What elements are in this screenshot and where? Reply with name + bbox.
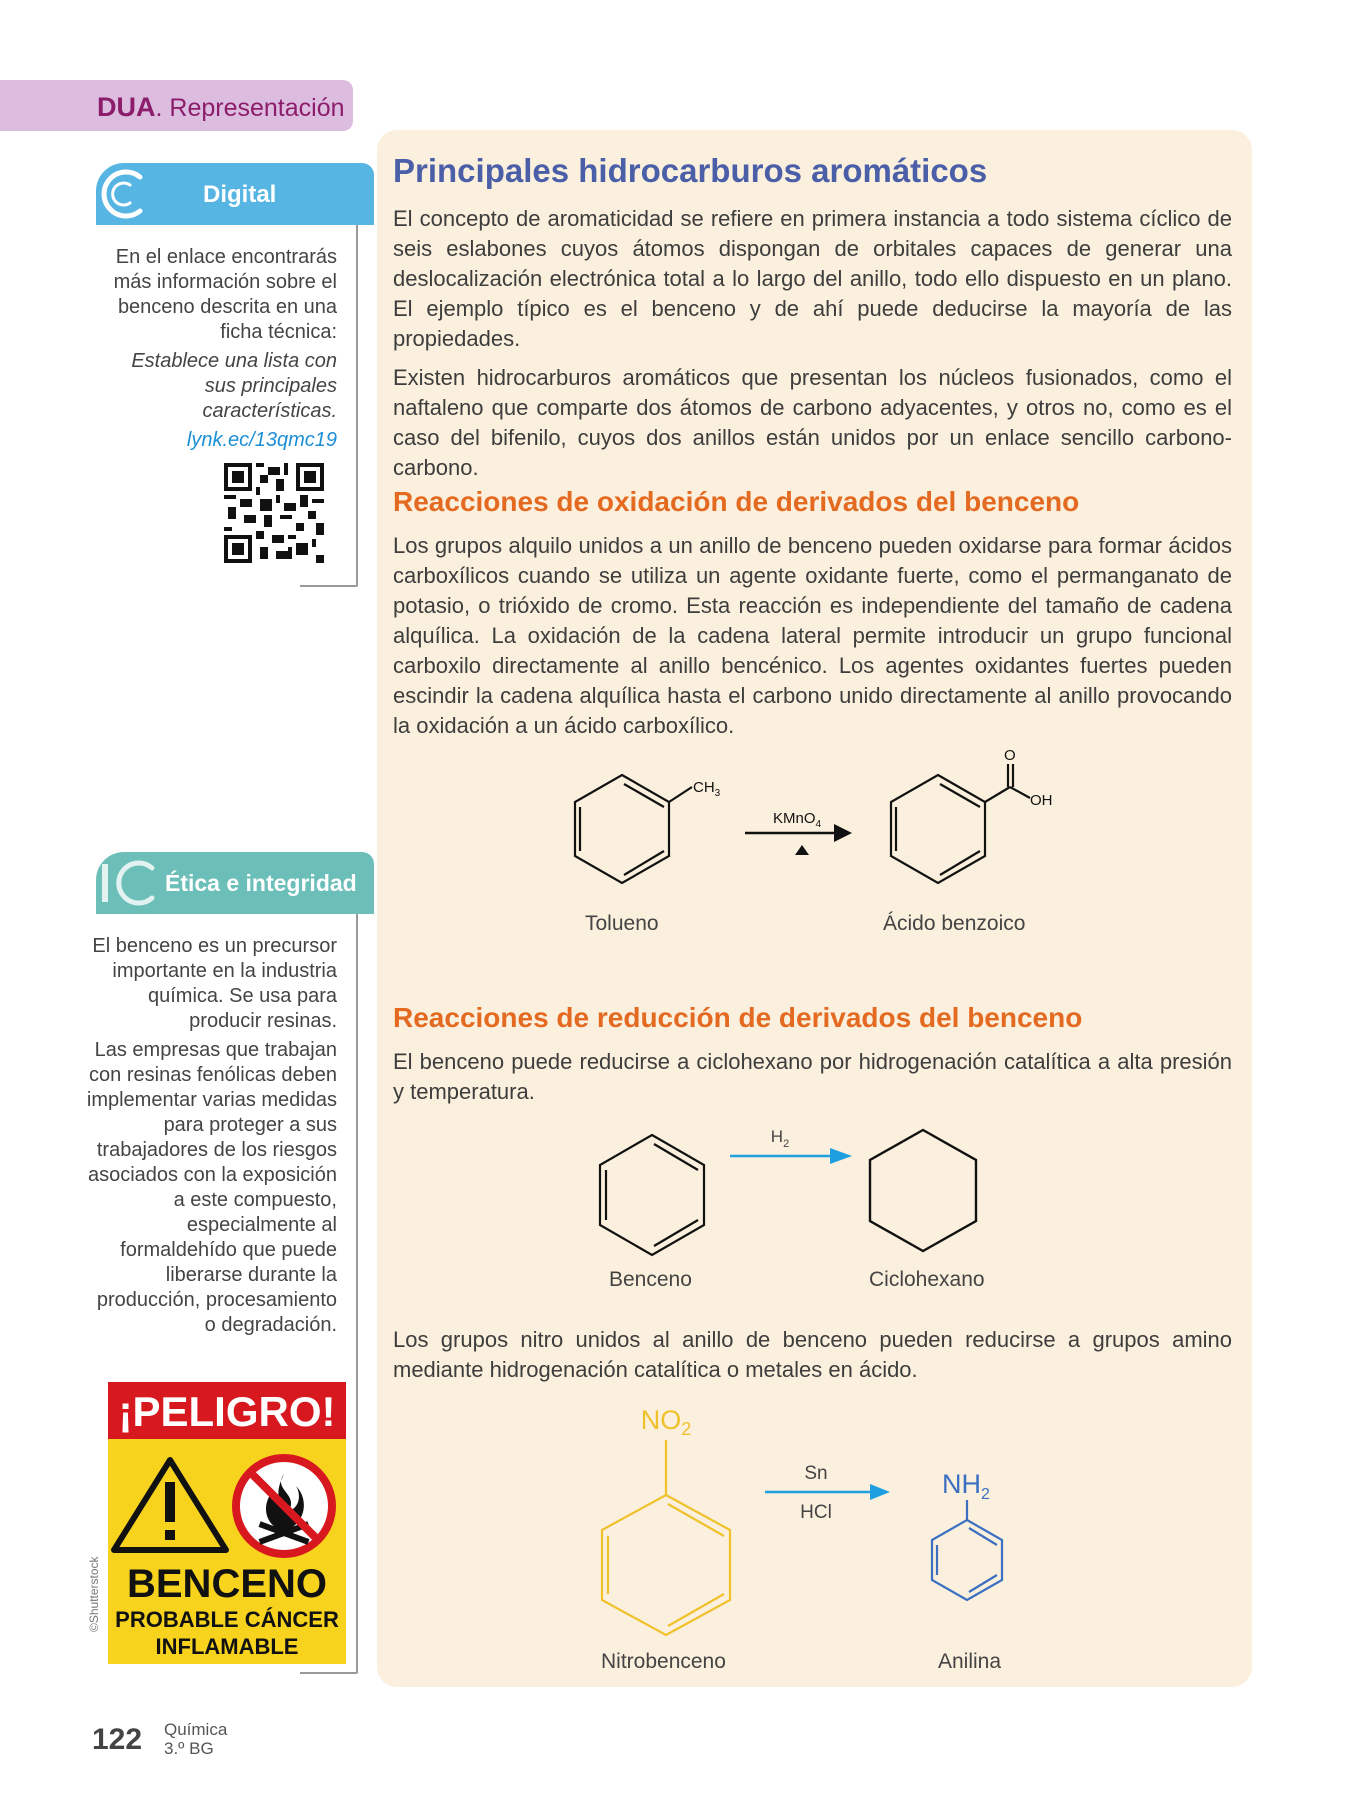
no2-subscript: 2 [681, 1419, 692, 1439]
aniline-caption: Anilina [938, 1650, 1002, 1673]
cyclohexane-ring [870, 1130, 976, 1251]
nitro-reduction-scheme [590, 1400, 1030, 1660]
etica-title: Ética e integridad [165, 870, 357, 896]
ic-icon [96, 852, 166, 914]
reduction-text [393, 1047, 1232, 1116]
nitro-p: Los grupos nitro unidos al anillo de benceno pueden reducirse a grupos amino mediante hidrogenación catalítica o metales en ácido. [393, 1327, 1232, 1382]
dua-acronym: DUA [97, 92, 156, 122]
digital-border-bottom [300, 585, 356, 587]
page-number: 122 [92, 1723, 143, 1756]
subject-grade: 3.º BG [164, 1739, 214, 1758]
nitro-text [393, 1325, 1232, 1394]
benzene-caption: Benceno [609, 1268, 692, 1291]
intro-p2: Existen hidrocarburos aromáticos que presentan los núcleos fusionados, como el naftaleno que comparte dos átomos de carbono adyacentes, y otros no, como es el caso del bifenilo, cuyos dos anillos están unidos por un enlace sencillo carbono-carbono. [393, 365, 1232, 480]
etica-body [86, 934, 337, 1342]
sign-line2: INFLAMABLE [155, 1634, 299, 1659]
sign-line1: PROBABLE CÁNCER [115, 1607, 339, 1632]
hcl-label: HCl [800, 1502, 832, 1523]
nitrobenzene-ring [602, 1440, 730, 1635]
dua-suffix: . Representación [155, 94, 345, 122]
qr-code-icon[interactable] [224, 463, 324, 563]
intro-p1: El concepto de aromaticidad se refiere en primera instancia a todo sistema cíclico de seis eslabones cuyos átomos dispongan de orbitales capaces de generar una deslocalización electrónica total a lo largo del anillo, todo ello dispuesto en un plano. El ejemplo típico es el benceno y de ahí puede deducirse la mayoría de las propiedades. [393, 206, 1232, 351]
main-title: Principales hidrocarburos aromáticos [393, 152, 988, 189]
sn-label: Sn [804, 1463, 828, 1484]
digital-title: Digital [203, 181, 277, 208]
ch3-subscript: 3 [714, 788, 721, 799]
reduction-title: Reacciones de reducción de derivados del benceno [393, 1002, 1083, 1033]
oxidation-title: Reacciones de oxidación de derivados del benceno [393, 486, 1080, 517]
subject-label [164, 1720, 227, 1758]
svg-text:NH2 [942, 1469, 990, 1503]
reduction-p: El benceno puede reducirse a ciclohexano por hidrogenación catalítica a alta presión y temperatura. [393, 1049, 1232, 1104]
oh-label: OH [1030, 792, 1053, 809]
digital-link[interactable]: lynk.ec/13qmc19 [186, 429, 337, 451]
svg-text:NO2 [641, 1405, 692, 1439]
toluene-ring [575, 775, 692, 883]
image-credit: ©Shutterstock [87, 1556, 101, 1632]
digital-icon [96, 163, 156, 225]
digital-text: En el enlace encontrarás más información sobre el benceno descrita en una ficha técnica: [113, 246, 337, 343]
aniline-ring [932, 1500, 1002, 1600]
sign-header: ¡PELIGRO! [118, 1388, 336, 1435]
digital-border [356, 225, 358, 587]
kmno4-subscript: 4 [815, 819, 822, 830]
digital-task: Establece una lista con sus principales características. [131, 350, 337, 422]
cyclohexane-caption: Ciclohexano [869, 1268, 985, 1291]
toluene-caption: Tolueno [585, 912, 659, 935]
etica-border-bottom [300, 1672, 356, 1674]
oxidation-scheme [540, 745, 1080, 895]
subject-name: Química [164, 1720, 228, 1739]
oxidation-p: Los grupos alquilo unidos a un anillo de benceno pueden oxidarse para formar ácidos carboxílicos cuando se utiliza un agente oxidante fuerte, como el permanganato de potasio, o trióxido de cromo. Esta reacción es independiente del tamaño de cadena alquílica. La oxidación de la cadena lateral permite introducir un grupo funcional carboxilo directamente al anillo bencénico. Los agentes oxidantes fuertes pueden escindir la cadena alquílica hasta el carbono unido directamente al anillo provocando la oxidación a un ácido carboxílico. [393, 533, 1232, 738]
oxygen-label: O [1004, 747, 1016, 764]
no2-label: NO [640, 1405, 682, 1435]
svg-text:CH3 [693, 779, 721, 799]
nh2-label: NH [942, 1469, 982, 1499]
digital-body [100, 245, 337, 457]
hydrogenation-scheme [590, 1120, 1010, 1260]
h2-label: H [770, 1127, 784, 1146]
oxidation-text [393, 531, 1232, 750]
etica-p1: El benceno es un precursor importante en la industria química. Se usa para producir resinas. [92, 935, 337, 1032]
etica-p2: Las empresas que trabajan con resinas fenólicas deben implementar varias medidas para proteger a sus trabajadores de los riesgos asociados con la exposición a este compuesto, especialmente al formaldehído que puede liberarse durante la producción, procesamiento o degradación. [86, 1039, 337, 1336]
intro-text [393, 204, 1232, 492]
danger-sign [108, 1382, 346, 1664]
ch3-label: CH [693, 779, 715, 796]
benzoic-acid-ring [891, 764, 1030, 883]
svg-text:KMnO4 [773, 810, 822, 830]
kmno4-label: KMnO [773, 810, 816, 827]
etica-border [356, 914, 358, 1674]
h2-subscript: 2 [783, 1138, 790, 1150]
benzoic-acid-caption: Ácido benzoico [883, 912, 1026, 935]
dua-label [97, 92, 345, 123]
benzene-ring [600, 1135, 704, 1255]
heat-triangle-icon [795, 845, 809, 855]
svg-text:H2 [771, 1127, 789, 1150]
nh2-subscript: 2 [981, 1486, 990, 1503]
sign-name: BENCENO [126, 1562, 328, 1606]
nitrobenzene-caption: Nitrobenceno [601, 1650, 726, 1673]
